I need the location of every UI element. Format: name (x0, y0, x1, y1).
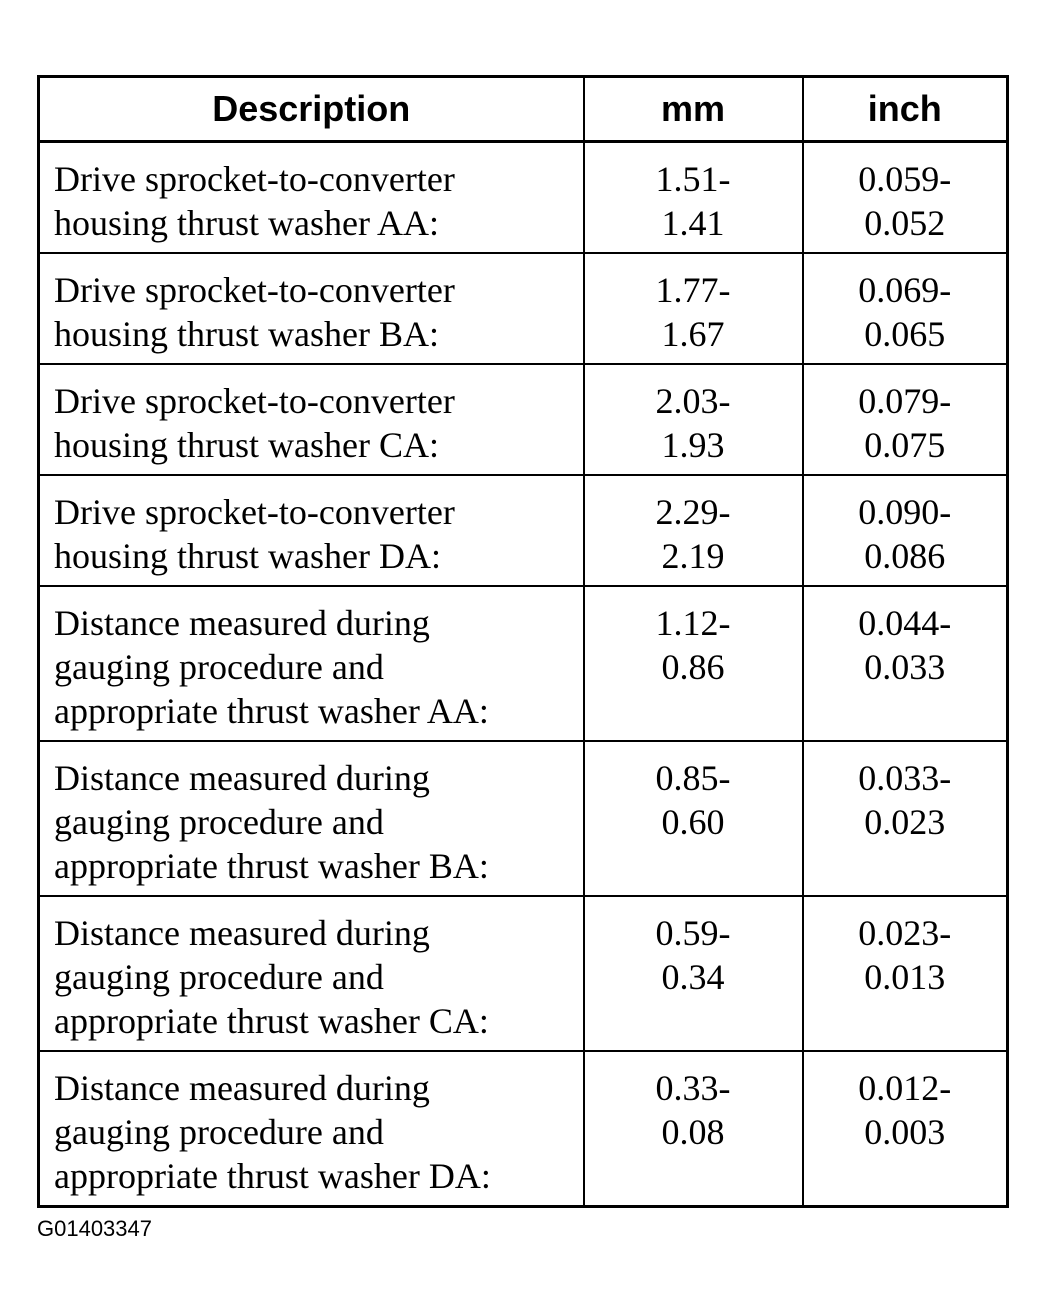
row-inch-value: 0.069- 0.065 (803, 253, 1008, 364)
table-row (39, 1051, 1008, 1207)
row-mm-value: 2.03- 1.93 (584, 364, 803, 475)
row-mm-value: 1.51- 1.41 (584, 142, 803, 254)
row-description: Distance measured during gauging procedure and appropriate thrust washer AA: (39, 586, 584, 741)
row-mm-value: 0.85- 0.60 (584, 741, 803, 896)
row-mm-value: 1.12- 0.86 (584, 586, 803, 741)
row-description: Drive sprocket-to-converter housing thrust washer BA: (39, 253, 584, 364)
row-inch-value: 0.079- 0.075 (803, 364, 1008, 475)
row-description: Distance measured during gauging procedure and appropriate thrust washer CA: (39, 896, 584, 1051)
row-mm-value: 1.77- 1.67 (584, 253, 803, 364)
spec-table (37, 75, 1009, 1208)
row-mm-value: 0.59- 0.34 (584, 896, 803, 1051)
row-inch-value: 0.059- 0.052 (803, 142, 1008, 254)
header-mm: mm (584, 77, 803, 142)
row-description: Distance measured during gauging procedure and appropriate thrust washer BA: (39, 741, 584, 896)
table-row (39, 253, 1008, 364)
row-description: Distance measured during gauging procedure and appropriate thrust washer DA: (39, 1051, 584, 1207)
table-row (39, 741, 1008, 896)
row-inch-value: 0.012- 0.003 (803, 1051, 1008, 1207)
header-inch: inch (803, 77, 1008, 142)
row-inch-value: 0.023- 0.013 (803, 896, 1008, 1051)
row-description: Drive sprocket-to-converter housing thrust washer AA: (39, 142, 584, 254)
row-inch-value: 0.090- 0.086 (803, 475, 1008, 586)
row-inch-value: 0.044- 0.033 (803, 586, 1008, 741)
row-mm-value: 2.29- 2.19 (584, 475, 803, 586)
table-row (39, 586, 1008, 741)
row-mm-value: 0.33- 0.08 (584, 1051, 803, 1207)
header-row (39, 77, 1008, 142)
row-description: Drive sprocket-to-converter housing thrust washer CA: (39, 364, 584, 475)
row-inch-value: 0.033- 0.023 (803, 741, 1008, 896)
figure-id: G01403347 (37, 1216, 152, 1241)
table-row (39, 364, 1008, 475)
table-row (39, 896, 1008, 1051)
header-description: Description (39, 77, 584, 142)
table-row (39, 475, 1008, 586)
row-description: Drive sprocket-to-converter housing thrust washer DA: (39, 475, 584, 586)
table-row (39, 142, 1008, 254)
